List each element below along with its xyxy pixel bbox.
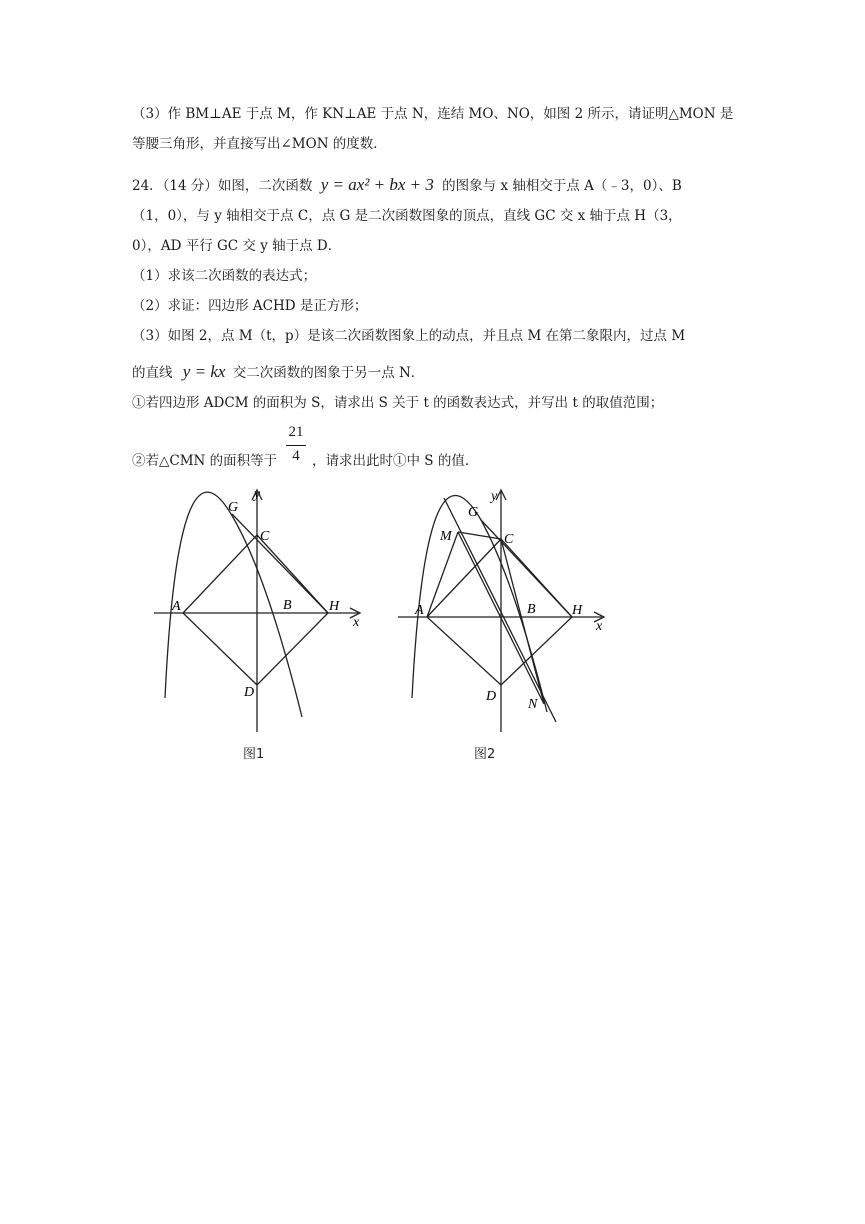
figure-1	[140, 480, 380, 770]
text-line-q23-3a: （3）作 BM⊥AE 于点 M，作 KN⊥AE 于点 N，连结 MO、NO，如图 2 所示，请证明△MON 是	[132, 106, 734, 122]
fraction-bar	[286, 445, 306, 446]
label-c: C	[260, 529, 270, 544]
text-line-q24-3-2b: ，请求出此时①中 S 的值．	[312, 453, 479, 469]
line-y-kx	[444, 498, 556, 722]
text-line-q24-1: （1）求该二次函数的表达式；	[132, 268, 317, 284]
parabola	[165, 492, 302, 717]
label-m: M	[440, 529, 452, 544]
label-h: H	[329, 599, 340, 614]
label-n: N	[528, 697, 538, 712]
q24-lead: 24．（14 分）如图，二次函数	[132, 178, 313, 194]
figure-2	[384, 480, 624, 770]
line-gh	[232, 514, 328, 613]
fraction-denominator: 4	[292, 448, 300, 464]
text-line-q24-b: （1，0），与 y 轴相交于点 C，点 G 是二次函数图象的顶点，直线 GC 交 x 轴于点 H（3，	[132, 208, 682, 224]
text-line-q24-3-2a: ②若△CMN 的面积等于	[132, 453, 278, 469]
text-line-q24-3b	[132, 362, 424, 383]
line-rest: 交二次函数的图象于另一点 N．	[232, 365, 425, 381]
text-line-q24-c: 0），AD 平行 GC 交 y 轴于点 D．	[132, 238, 342, 254]
text-line-q24-2: （2）求证：四边形 ACHD 是正方形；	[132, 298, 368, 314]
label-x: x	[596, 619, 603, 634]
label-b: B	[283, 598, 292, 613]
segment-am	[427, 532, 458, 617]
figure-1-caption: 图1	[243, 747, 265, 762]
label-g: G	[468, 505, 479, 520]
square-achd	[183, 535, 328, 685]
label-d: D	[244, 685, 255, 700]
text-line-q24-intro	[132, 175, 682, 196]
label-b: B	[527, 602, 536, 617]
figure-2-caption: 图2	[474, 747, 496, 762]
label-a: A	[172, 599, 181, 614]
label-d: D	[486, 689, 497, 704]
fraction-numerator: 21	[288, 424, 304, 440]
line-lead: 的直线	[132, 365, 173, 381]
text-line-q24-3: （3）如图 2，点 M（t，p）是该二次函数图象上的动点，并且点 M 在第二象限内，过点 M	[132, 328, 686, 344]
label-a: A	[415, 603, 424, 618]
label-x: x	[353, 615, 360, 630]
label-g: G	[228, 500, 239, 515]
quadratic-formula: y = ax² + bx + 3	[320, 175, 434, 194]
text-line-q23-3b: 等腰三角形，并直接写出∠MON 的度数．	[132, 136, 387, 152]
label-y: y	[491, 489, 498, 504]
text-line-q24-3-1: ①若四边形 ADCM 的面积为 S，请求出 S 关于 t 的函数表达式，并写出 t 的取值范围；	[132, 395, 664, 411]
q24-lead-rest: 的图象与 x 轴相交于点 A（﹣3，0）、B	[442, 178, 682, 194]
label-y: y	[254, 487, 261, 502]
label-c: C	[504, 532, 514, 547]
label-h: H	[572, 603, 583, 618]
line-formula: y = kx	[182, 362, 226, 381]
